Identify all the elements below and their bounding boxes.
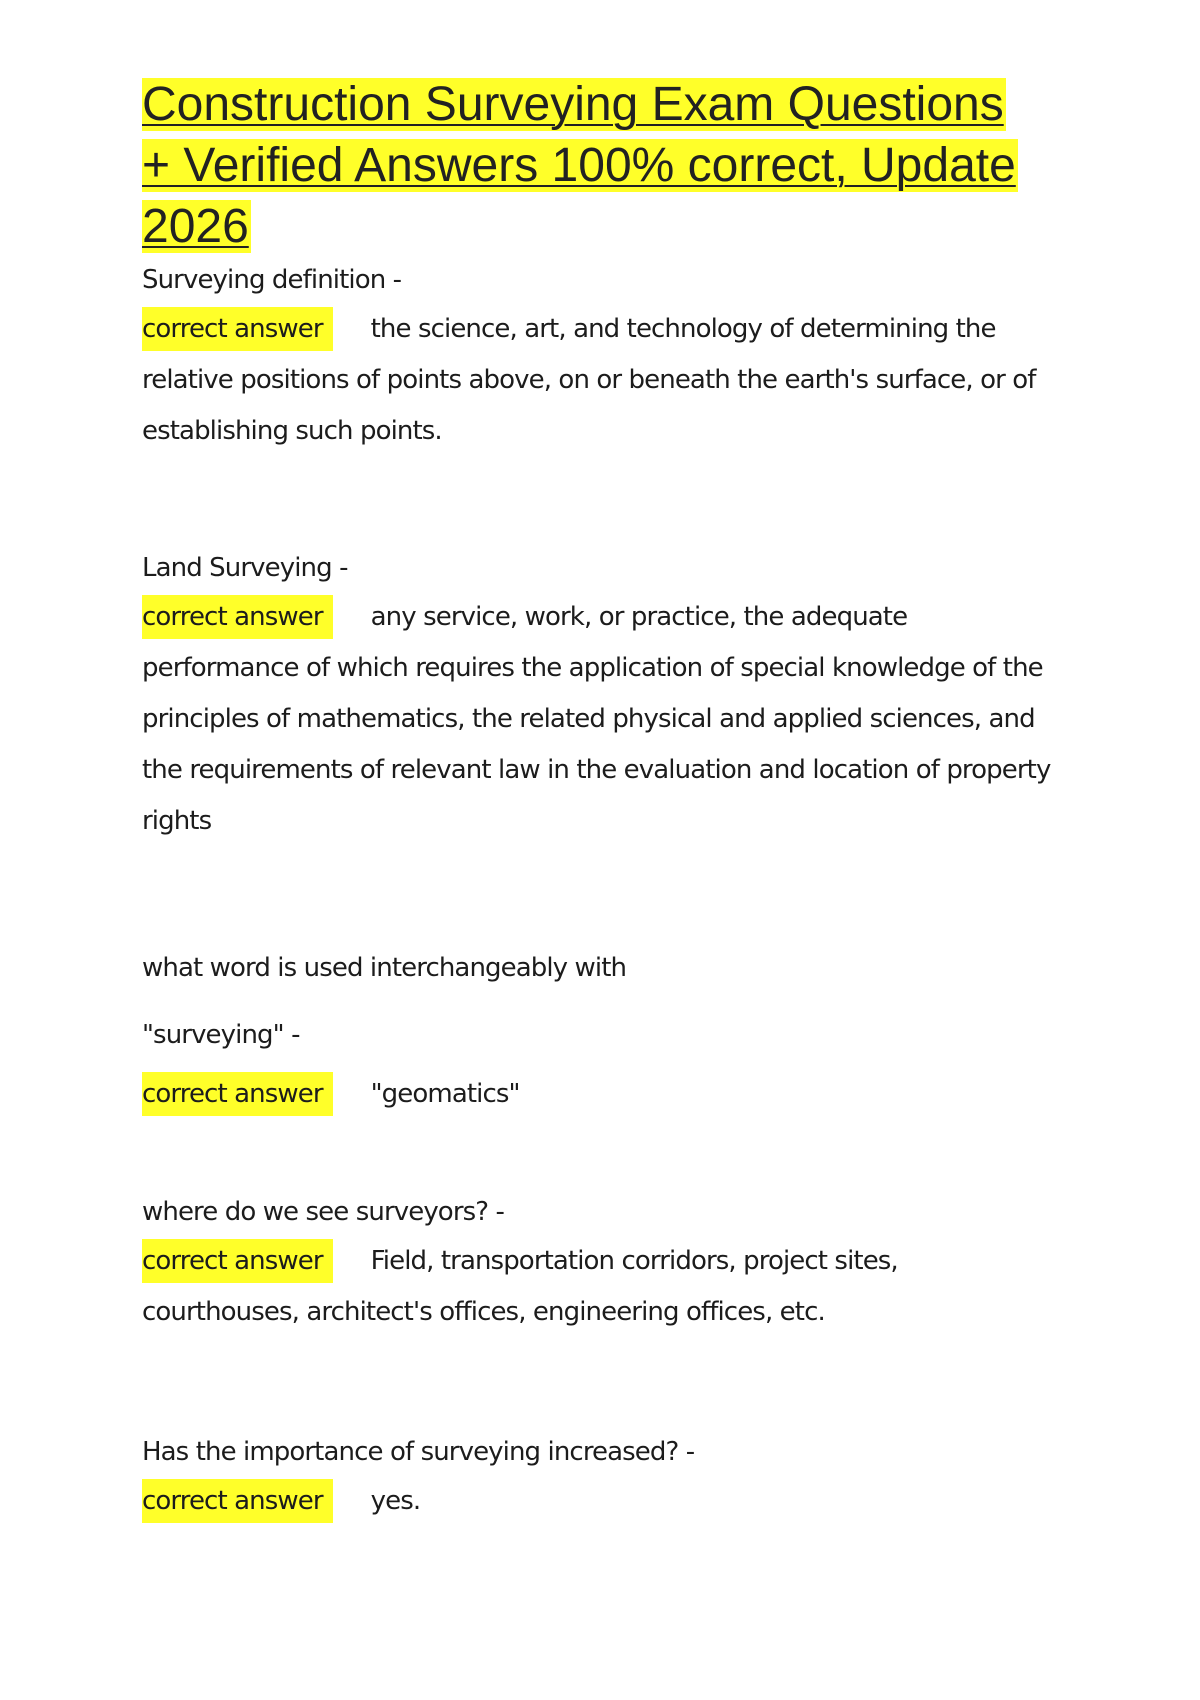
answer-text — [142, 592, 1062, 847]
qa-item — [142, 544, 1062, 847]
question-text: Has the importance of surveying increased? - — [142, 1437, 695, 1467]
correct-answer-label: correct answer — [142, 595, 333, 639]
answer-text — [142, 304, 1062, 457]
answer-body: the science, art, and technology of determining the relative positions of points above, on or beneath the earth's surface, or of establishing such points. — [142, 314, 1036, 446]
qa-item — [142, 935, 702, 1120]
qa-item — [142, 1428, 1062, 1527]
document-title — [142, 74, 1042, 257]
question-text: Surveying definition - — [142, 265, 402, 295]
answer-body: yes. — [370, 1486, 421, 1516]
question-text: Land Surveying - — [142, 553, 348, 583]
answer-text — [142, 1236, 1062, 1338]
answer-text — [142, 1069, 702, 1120]
answer-body: Field, transportation corridors, project sites, courthouses, architect's offices, engineering offices, etc. — [142, 1246, 898, 1327]
qa-item — [142, 1188, 1062, 1338]
answer-body: "geomatics" — [370, 1079, 520, 1109]
qa-item — [142, 256, 1062, 457]
answer-text — [142, 1476, 1062, 1527]
document-title-text: Construction Surveying Exam Questions + Verified Answers 100% correct, Update 2026 — [142, 78, 1016, 253]
question-text: where do we see surveyors? - — [142, 1197, 504, 1227]
correct-answer-label: correct answer — [142, 307, 333, 351]
question-text: what word is used interchangeably with "surveying" - — [142, 953, 627, 1050]
correct-answer-label: correct answer — [142, 1072, 333, 1116]
correct-answer-label: correct answer — [142, 1239, 333, 1283]
correct-answer-label: correct answer — [142, 1479, 333, 1523]
answer-body: any service, work, or practice, the adequate performance of which requires the application of special knowledge of the principles of mathematics, the related physical and applied sciences, and the requirements of relevant law in the evaluation and location of property rights — [142, 602, 1051, 836]
